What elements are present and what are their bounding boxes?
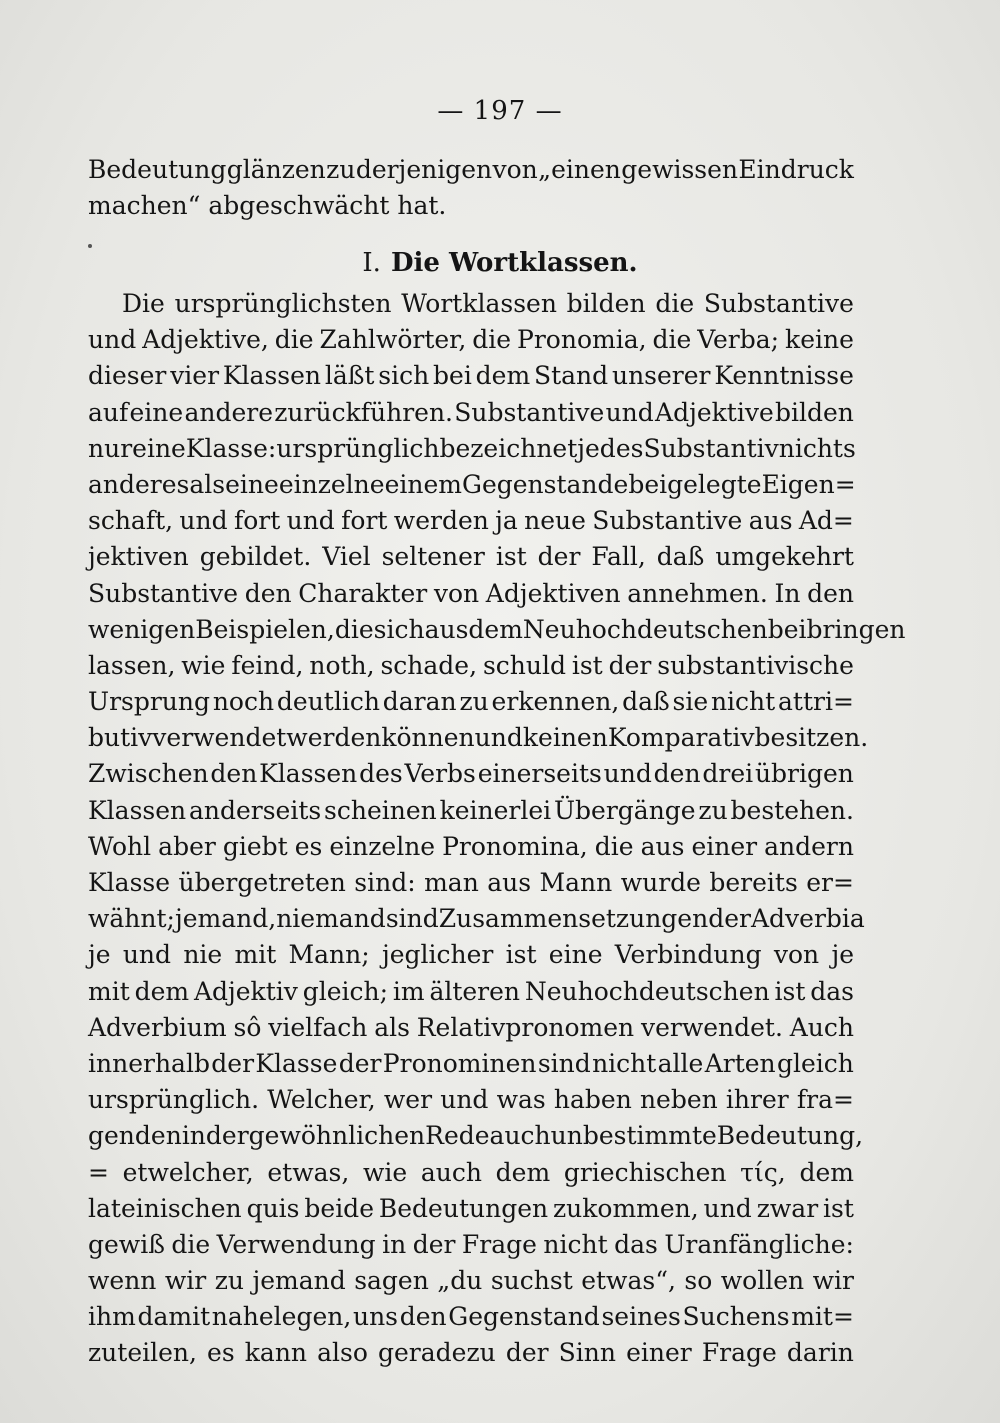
- text-line: wähnt; jemand, niemand sind Zusammensetzungen der Adverbia: [88, 904, 865, 934]
- main-paragraph: [88, 286, 906, 1372]
- text-line: gewiß die Verwendung in der Frage nicht das Uranfängliche:: [88, 1229, 854, 1259]
- text-line: Substantive den Charakter von Adjektiven annehmen. In den: [88, 578, 854, 608]
- text-line: Zwischen den Klassen des Verbs einerseits und den drei übrigen: [88, 759, 854, 789]
- page-number: — 197 —: [437, 96, 563, 126]
- section-title: Die Wortklassen.: [390, 248, 638, 278]
- text-line: Ursprung noch deutlich daran zu erkennen, daß sie nicht attri=: [88, 687, 854, 717]
- text-line: Klassen anderseits scheinen keinerlei Übergänge zu bestehen.: [88, 795, 854, 825]
- text-line: Adverbium sô vielfach als Relativpronomen verwendet. Auch: [88, 1012, 854, 1042]
- text-line: Die ursprünglichsten Wortklassen bilden die Substantive: [122, 289, 854, 318]
- text-line: jektiven gebildet. Viel seltener ist der Fall, daß umgekehrt: [88, 542, 854, 572]
- text-line: = etwelcher, etwas, wie auch dem griechischen τίς, dem: [88, 1157, 854, 1187]
- text-line: zuteilen, es kann also geradezu der Sinn einer Frage darin: [88, 1338, 854, 1368]
- text-line: und Adjektive, die Zahlwörter, die Pronomia, die Verba; keine: [88, 325, 854, 355]
- text-line: auf eine andere zurückführen. Substantive und Adjektive bilden: [88, 397, 854, 427]
- intro-paragraph: [88, 152, 854, 224]
- text-line: anderes als eine einzelne einem Gegenstande beigelegte Eigen=: [88, 469, 856, 499]
- text-line: lateinischen quis beide Bedeutungen zukommen, und zwar ist: [88, 1193, 854, 1223]
- text-line: je und nie mit Mann; jeglicher ist eine Verbindung von je: [88, 940, 854, 970]
- text-line: ihm damit nahelegen, uns den Gegenstand seines Suchens mit=: [88, 1302, 854, 1332]
- text-line: Klasse übergetreten sind: man aus Mann wurde bereits er=: [88, 868, 854, 897]
- text-line: wenigen Beispielen, die sich aus dem Neuhochdeutschen beibringen: [88, 614, 906, 644]
- section-heading: [0, 248, 1000, 278]
- text-line: dieser vier Klassen läßt sich bei dem Stand unserer Kenntnisse: [88, 361, 854, 391]
- text-line: mit dem Adjektiv gleich; im älteren Neuhochdeutschen ist das: [88, 976, 854, 1006]
- text-line: ursprünglich. Welcher, wer und was haben neben ihrer fra=: [88, 1085, 854, 1115]
- section-number: I.: [362, 248, 381, 278]
- text-line: Bedeutung glänzen zu derjenigen von „einen gewissen Eindruck: [88, 155, 854, 184]
- text-line: butiv verwendet werden können und keinen Komparativ besitzen.: [88, 723, 869, 753]
- text-line: lassen, wie feind, noth, schade, schuld ist der substantivische: [88, 650, 854, 680]
- ink-speck: [88, 244, 92, 248]
- text-line: Wohl aber giebt es einzelne Pronomina, die aus einer andern: [88, 831, 854, 861]
- text-line: innerhalb der Klasse der Pronominen sind nicht alle Arten gleich: [88, 1048, 854, 1078]
- text-line: genden in der gewöhnlichen Rede auch unbestimmte Bedeutung,: [88, 1121, 864, 1151]
- text-line: schaft, und fort und fort werden ja neue Substantive aus Ad=: [88, 506, 854, 536]
- text-line: nur eine Klasse: ursprünglich bezeichnet jedes Substantiv nichts: [88, 433, 856, 463]
- text-line: wenn wir zu jemand sagen „du suchst etwas“, so wollen wir: [88, 1266, 854, 1296]
- text-line: machen“ abgeschwächt hat.: [88, 191, 447, 221]
